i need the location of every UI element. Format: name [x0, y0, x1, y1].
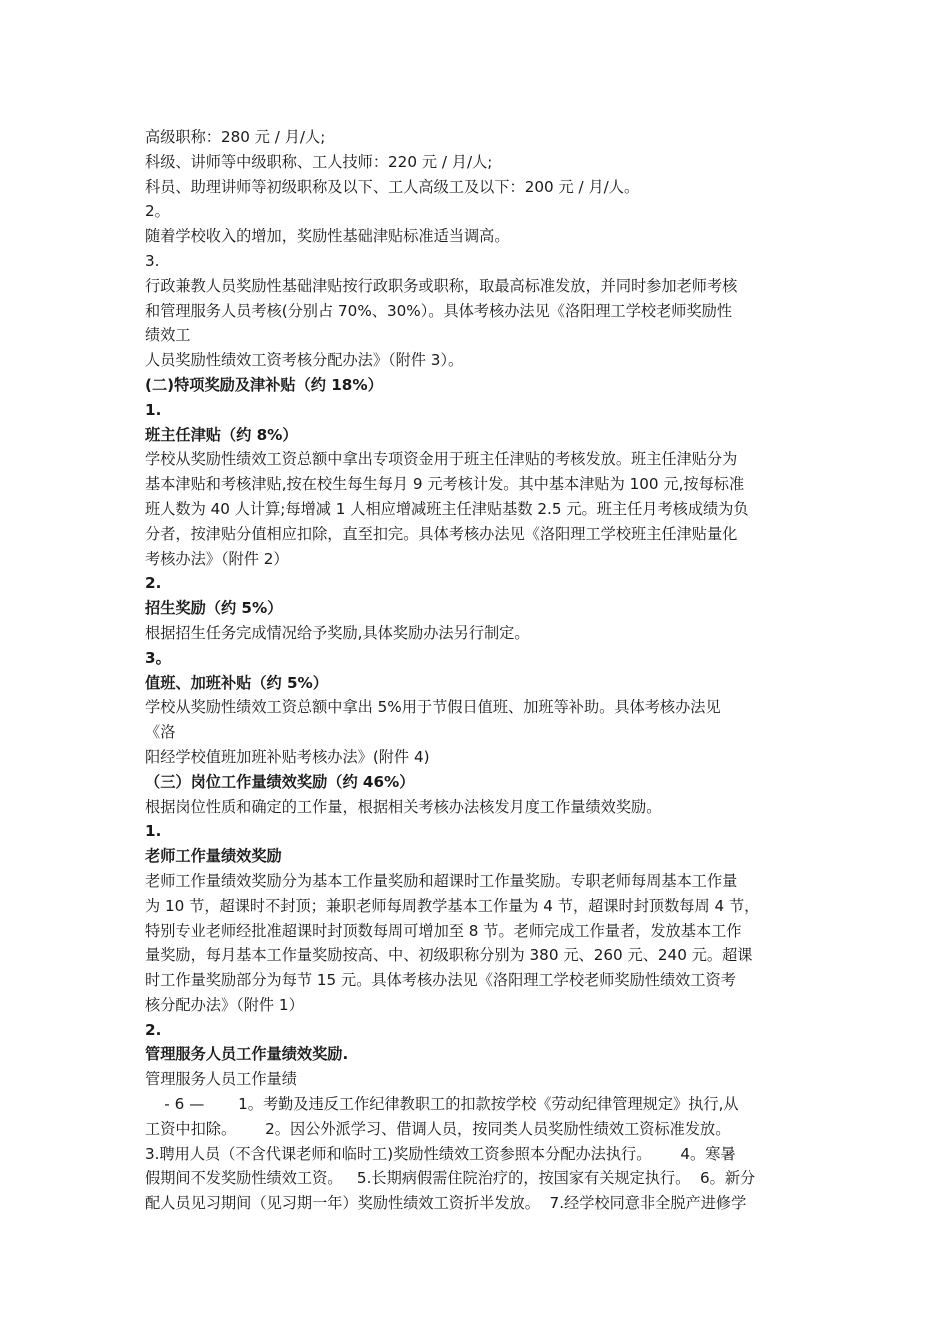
- text-line: 班人数为 40 人计算;每增减 1 人相应增减班主任津贴基数 2.5 元。班主任月考核成绩为负: [145, 499, 749, 518]
- text-line: 量奖励，每月基本工作量奖励按高、中、初级职称分别为 380 元、260 元、240 元。超课: [145, 946, 753, 965]
- text-line: 配人员见习期间（见习期一年）奖励性绩效工资折半发放。 7.经学校同意非全脱产进修学: [145, 1194, 747, 1213]
- text-line: 核分配办法》（附件 1）: [145, 995, 304, 1014]
- subsection-heading: 班主任津贴（约 8%）: [145, 425, 298, 444]
- text-line: 根据岗位性质和确定的工作量，根据相关考核办法核发月度工作量绩效奖励。: [145, 797, 662, 816]
- text-line: 行政兼教人员奖励性基础津贴按行政职务或职称，取最高标准发放，并同时参加老师考核: [145, 276, 738, 295]
- section-heading: (二)特项奖励及津补贴（约 18%）: [145, 375, 383, 394]
- text-line: 《洛: [145, 723, 176, 742]
- text-line: 高级职称：280 元 / 月/人;: [145, 128, 326, 146]
- text-line: - 6 — 1。考勤及违反工作纪律教职工的扣款按学校《劳动纪律管理规定》执行,从: [145, 1095, 739, 1114]
- text-line: 科级、讲师等中级职称、工人技师：220 元 / 月/人;: [145, 152, 493, 171]
- section-number: 2。: [145, 202, 170, 221]
- text-line: 学校从奖励性绩效工资总额中拿出 5%用于节假日值班、加班等补助。具体考核办法见: [145, 698, 721, 717]
- text-line: 学校从奖励性绩效工资总额中拿出专项资金用于班主任津贴的考核发放。班主任津贴分为: [145, 450, 738, 469]
- text-line: 假期间不发奖励性绩效工资。 5.长期病假需住院治疗的，按国家有关规定执行。 6。新分: [145, 1169, 756, 1188]
- text-line: 人员奖励性绩效工资考核分配办法》（附件 3）。: [145, 351, 464, 370]
- text-line: 和管理服务人员考核(分别占 70%、30%）。具体考核办法见《洛阳理工学校老师奖励性: [145, 301, 733, 320]
- section-number: 1.: [145, 400, 162, 419]
- subsection-heading: 老师工作量绩效奖励: [145, 847, 282, 866]
- text-line: 分者，按津贴分值相应扣除，直至扣完。具体考核办法见《洛阳理工学校班主任津贴量化: [145, 524, 738, 543]
- text-line: 基本津贴和考核津贴,按在校生每生每月 9 元考核计发。其中基本津贴为 100 元,按每标准: [145, 475, 745, 494]
- section-number: 1.: [145, 822, 162, 841]
- text-line: 随着学校收入的增加，奖励性基础津贴标准适当调高。: [145, 227, 510, 246]
- text-line: 科员、助理讲师等初级职称及以下、工人高级工及以下：200 元 / 月/人。: [145, 177, 640, 196]
- text-line: 绩效工: [145, 326, 191, 345]
- text-line: 阳经学校值班加班补贴考核办法》(附件 4): [145, 747, 430, 766]
- text-line: 老师工作量绩效奖励分为基本工作量奖励和超课时工作量奖励。专职老师每周基本工作量: [145, 871, 738, 890]
- section-number: 2.: [145, 1020, 162, 1039]
- subsection-heading: 值班、加班补贴（约 5%）: [145, 673, 328, 692]
- text-line: 管理服务人员工作量绩: [145, 1070, 297, 1089]
- section-number: 3.: [145, 251, 160, 270]
- text-line: 工资中扣除。 2。因公外派学习、借调人员，按同类人员奖励性绩效工资标准发放。: [145, 1119, 731, 1138]
- text-line: 为 10 节，超课时不封顶；兼职老师每周教学基本工作量为 4 节，超课时封顶数每周 4 节，: [145, 896, 760, 915]
- section-number: 3。: [145, 648, 171, 667]
- text-line: 特别专业老师经批准超课时封顶数每周可增加至 8 节。老师完成工作量者，发放基本工作: [145, 921, 742, 940]
- section-heading: （三）岗位工作量绩效奖励（约 46%）: [145, 772, 415, 791]
- text-line: 3.聘用人员（不含代课老师和临时工)奖励性绩效工资参照本分配办法执行。 4。寒暑: [145, 1144, 736, 1163]
- text-line: 根据招生任务完成情况给予奖励,具体奖励办法另行制定。: [145, 623, 530, 642]
- section-number: 2.: [145, 574, 162, 593]
- document-body: [145, 125, 813, 1216]
- subsection-heading: 招生奖励（约 5%）: [145, 599, 283, 618]
- subsection-heading: 管理服务人员工作量绩效奖励.: [145, 1045, 349, 1064]
- text-line: 考核办法》（附件 2）: [145, 549, 289, 568]
- text-line: 时工作量奖励部分为每节 15 元。具体考核办法见《洛阳理工学校老师奖励性绩效工资考: [145, 971, 736, 990]
